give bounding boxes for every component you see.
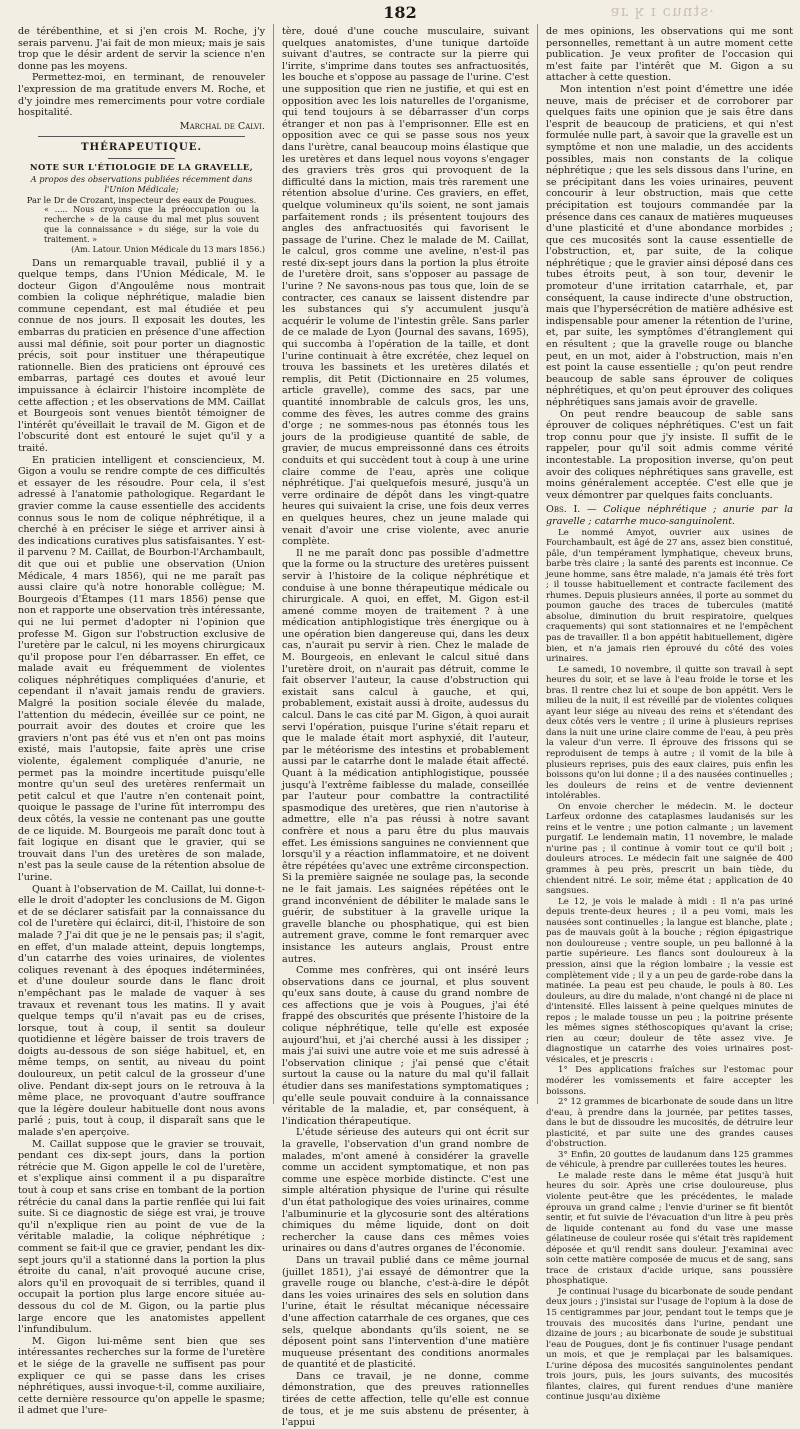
observation-paragraph: Le samedi, 10 novembre, il quitte son travail à sept heures du soir, et se lave à l'eau froide le torse et les bras. Il rentre chez lui et soupe de bon appétit. Vers le milieu de la nuit, il est réveillé par de violentes coliques ayant leur siége au niveau des reins et s'étendant des deux côtés vers le ventre ; il urine à plusieurs reprises dans la nuit une urine claire comme de l'eau, à peu près la valeur d'un verre. Il éprouve des frissons qui se reproduisent de temps à autre ; il vomit de la bile à plusieurs reprises, puis des eaux claires, puis enfin les boissons qu'on lui donne ; il a des nausées continuelles ; les douleurs de reins et de ventre deviennent intolérables.: [546, 664, 793, 802]
column-2: [282, 26, 529, 1429]
paragraph: de térébenthine, et si j'en crois M. Roche, j'y serais parvenu. J'ai fait de mon mieux; mais je sais trop que le désir ardent de servir la science n'en donne pas les moyens.: [18, 26, 265, 72]
observation-paragraph: 2° 12 grammes de bicarbonate de soude dans un litre d'eau, à prendre dans la journée, par petites tasses, dans le but de dissoudre les mucosités, de détruire leur plasticité, et par suite une des grandes causes d'obstruction.: [546, 1097, 793, 1150]
observation-paragraph: 1° Des applications fraîches sur l'estomac pour modérer les vomissements et faire accepter les boissons.: [546, 1065, 793, 1097]
section-title: THÉRAPEUTIQUE.: [80, 141, 203, 154]
bleed-through-text: ·stnuɔ ɪ ʞ ɹɐ: [610, 2, 714, 20]
observation-paragraph: On envoie chercher le médecin. M. le docteur Larfeux ordonne des cataplasmes laudanisés sur les reins et le ventre ; une potion calmante ; un lavement purgatif. Le lendemain matin, 11 novembre, le malade n'urine pas ; il continue à vomir tout ce qu'il boit ; douleurs atroces. Le médecin fait une saignée de 400 grammes à peu près, prescrit un bain tiède, du chiendent nitré. Le soir, même état ; application de 40 sangsues.: [546, 801, 793, 897]
paragraph: Mon intention n'est point d'émettre une idée neuve, mais de préciser et de corroborer par quelques faits une opinion que je sais être dans l'esprit de beaucoup de praticiens, et qui n'est formulée nulle part, à savoir que la gravelle est un symptôme et non une maladie, un des accidents possibles, mais non constants de la colique néphrétique ; que les sels dissous dans l'urine, en se précipitant dans les voies urinaires, peuvent concourir à leur obstruction, mais que cette précipitation est toujours commandée par la présence dans ces canaux de matières muqueuses d'une plasticité et d'une abondance morbides ; que ces mucosités sont la cause essentielle de l'obstruction, et, par suite, de la colique néphrétique ; que le gravier ainsi déposé dans ces tubes étroits peut, à son tour, devenir le promoteur d'une irritation catarrhale, et, par conséquent, la cause indirecte d'une obstruction, mais que l'hypersécrétion de matière adhésive est indispensable pour amener la rétention de l'urine, et, par suite, les symptômes d'étranglement qui en résultent ; que la gravelle rouge ou blanche peut, en un mot, aider à l'obstruction, mais n'en est point la cause essentielle ; qu'on peut rendre beaucoup de sable sans éprouver de coliques néphrétiques, et qu'on peut éprouver des coliques néphrétiques sans jamais avoir de gravelle.: [546, 83, 793, 408]
paragraph: Dans ce travail, je ne donne, comme démonstration, que des preuves rationnelles tirées de cette affection, telle qu'elle est connue de tous, et je me suis abstenu de présenter, à l'appui: [282, 1370, 529, 1429]
article-subtitle: A propos des observations publiées récemment dans l'Union Médicale;: [30, 173, 253, 195]
column-3: [546, 26, 793, 1403]
author-signature: Marchal de Calvi.: [179, 120, 265, 132]
epigraph-source: (Am. Latour. Union Médicale du 13 mars 1856.): [71, 244, 265, 254]
paragraph: de mes opinions, les observations qui me sont personnelles, remettant à un autre moment cette publication. Je veux profiter de l'occasion qui m'est faite par l'intérêt que M. Gigon a su attacher à cette question.: [546, 26, 793, 84]
section-divider: [38, 136, 245, 137]
section-divider: [108, 158, 175, 159]
column-divider: [273, 24, 274, 1104]
observation-number: Obs. I.: [546, 504, 581, 516]
column-1: [18, 26, 265, 1417]
observation-title: Colique néphrétique ; anurie par la gravelle ; catarrhe muco-sanguinolent.: [546, 504, 793, 527]
paragraph: tère, doué d'une couche musculaire, suivant quelques anatomistes, d'une tunique dartoïde suivant d'autres, se contracte sur la pierre qui l'irrite, s'imprime dans toutes ses anfractuosités, les bouche et s'oppose au passage de l'urine. C'est une supposition que rien ne justifie, et qui est en opposition avec les lois naturelles de l'organisme, qui tend toujours à se débarrasser d'un corps étranger et non pas à l'emprisonner. Elle est en opposition avec ce qui se passe sous nos yeux dans l'urètre, canal beaucoup moins élastique que les uretères et dans lequel nous voyons s'engager des graviers très gros qui provoquent de la difficulté dans la miction, mais très rarement une rétention absolue d'urine. Ces graviers, en effet, quelque volumineux qu'ils soient, ne sont jamais parfaitement ronds ; ils présentent toujours des angles des anfractuosités qui favorisent le passage de l'urine. Chez le malade de M. Caillat, le calcul, gros comme une aveline, n'est-il pas resté dix-sept jours dans la portion la plus étroite de l'uretère droit, sans s'opposer au passage de l'urine ? Ne savons-nous pas tous que, loin de se contracter, ces canaux se laissent distendre par les substances qui s'y accumulent jusqu'à acquérir le volume de l'intestin grêle. Sans parler de ce malade de Lyon (Journal des savans, 1695), qui succomba à l'opération de la taille, et dont l'urine continuait à être excrétée, chez lequel on trouva les bassinets et les uretères dilatés et remplis, dit Petit (Dictionnaire en 25 volumes, article gravelle), comme des sacs, par une quantité innombrable de calculs gros, les uns, comme des fèves, les autres comme des grains d'orge ; ne sommes-nous pas étonnés tous les jours de la prodigieuse quantité de sable, de gravier, de mucus empreissonné dans ces étroits conduits et qui succèdent tout à coup à une urine claire comme de l'eau, après une colique néphrétique. J'ai quelquefois mesuré, jusqu'à un verre ordinaire de dépôt dans les vingt-quatre heures qui suivaient la crise, une fois deux verres en quelques heures, chez un jeune malade qui venait d'avoir une crise violente, avec anurie complète.: [282, 26, 529, 548]
epigraph: « ..... Nous croyons que la préoccupation ou la recherche » de la cause du mal met plus souvent que la connaissance » du siége, sur la voie du traitement. »: [44, 205, 259, 244]
observation-heading: Obs. I. — Colique néphrétique ; anurie par la gravelle ; catarrhe muco-sanguinolent.: [546, 504, 793, 527]
paragraph: M. Gigon lui-même sent bien que ses intéressantes recherches sur la forme de l'uretère et le siége de la gravelle ne suffisent pas pour expliquer ce qui se passe dans les crises néphrétiques, aussi invoque-t-il, comme auxiliaire, cette dernière ressource qu'on appelle le spasme; il admet que l'ure-: [18, 1335, 265, 1417]
page-number: 182: [383, 3, 417, 22]
observation-paragraph: Le 12, je vois le malade à midi : Il n'a pas uriné depuis trente-deux heures ; il a peu vomi, mais les nausées sont continuelles ; la langue est blanche, plate ; pas de mauvais goût à la bouche ; région épigastrique non douloureuse ; ventre souple, un peu ballonné à la partie supérieure. Les flancs sont douloureux à la pression, ainsi que la région lombaire ; la vessie est complètement vide ; il y a un peu de garde-robe dans la matinée. La peau est peu chaude, le pouls à 80. Les douleurs, au dire du malade, n'ont changé ni de place ni d'intensité. Elles laissent à peine quelques minutes de repos ; le malade tousse un peu ; la poitrine présente les mêmes signes stéthoscopiques qu'avant la crise; rien au cœur; douleur de tête assez vive. Je diagnostique un catarrhe des voies urinaires post-vésicales, et je prescris :: [546, 896, 793, 1065]
article-author: Par le Dr de Crozant, inspecteur des eaux de Pougues.: [26, 194, 257, 205]
paragraph: Il ne me paraît donc pas possible d'admettre que la forme ou la structure des uretères puissent servir à l'histoire de la colique néphrétique et conduise à une bonne thérapeutique médicale ou chirurgicale. A quoi, en effet, M. Gigon est-il amené comme moyen de traitement ? à une médication antiphlogistique très énergique ou à une opération bien dangereuse qui, dans les deux cas, n'aurait pu servir à rien. Chez le malade de M. Bourgeois, en enlevant le calcul situé dans l'uretère droit, on n'aurait pas détruit, comme le fait observer l'auteur, la cause d'obstruction qui existait sans calcul à gauche, et qui, probablement, existait aussi à droite, audessus du calcul. Dans le cas cité par M. Gigon, à quoi aurait servi l'opération, puisque l'urine s'était reparu et que le malade était mort asphyxié, dit l'auteur, par le météorisme des intestins et probablement aussi par le catarrhe dont le malade était affecté. Quant à la médication antiphlogistique, poussée jusqu'à l'extrême faiblesse du malade, conseillée par l'auteur pour combattre la contractilité spasmodique des uretères, que rien n'autorise à admettre, elle n'a pas réussi à notre savant confrère et nous a paru être du plus mauvais effet. Les émissions sanguines ne conviennent que lorsqu'il y a réaction inflammatoire, et ne doivent être répétées qu'avec une extrême circonspection. Si la première saignée ne soulage pas, la seconde ne le fait jamais. Les saignées répétées ont le grand inconvénient de débiliter le malade sans le guérir, de substituer à la gravelle urique la gravelle blanche ou phosphatique, qui est bien autrement grave, comme le font remarquer avec insistance les auteurs anglais, Proust entre autres.: [282, 547, 529, 965]
paragraph: Dans un travail publié dans ce même journal (juillet 1851), j'ai essayé de démontrer que la gravelle rouge ou blanche, c'est-à-dire le dépôt dans les voies urinaires des sels en solution dans l'urine, était le résultat mécanique nécessaire d'une affection catarrhale de ces organes, que ces sels, quelque abondants qu'ils soient, ne se déposent point sans l'intervention d'une matière muqueuse présentant des conditions anormales de quantité et de plasticité.: [282, 1254, 529, 1371]
paragraph: L'étude sérieuse des auteurs qui ont écrit sur la gravelle, l'observation d'un grand nombre de malades, m'ont amené à considérer la gravelle comme un accident symptomatique, et non pas comme une espèce morbide distincte. C'est une simple altération physique de l'urine qui résulte d'un état pathologique des voies urinaires, comme l'albuminurie et la glycosurie sont des altérations chimiques du même liquide, dont on doit rechercher la cause dans ces mêmes voies urinaires ou dans d'autres organes de l'économie.: [282, 1127, 529, 1255]
paragraph: En praticien intelligent et consciencieux, M. Gigon a voulu se rendre compte de ces difficultés et essayer de les résoudre. Pour cela, il s'est adressé à l'anatomie pathologique. Regardant le gravier comme la cause essentielle des accidents connus sous le nom de colique néphrétique, il a cherché à en préciser le siége et arriver ainsi à des indications curatives plus satisfaisantes. Y est-il parvenu ? M. Caillat, de Bourbon-l'Archambault, dit que oui et publie une observation (Union Médicale, 4 mars 1856), qui ne me paraît pas aussi claire qu'à notre honorable collègue; M. Bourgeois d'Étampes (11 mars 1856) pense que non et rapporte une observation très intéressante, qui ne lui permet d'adopter ni l'opinion que professe M. Gigon sur l'obstruction exclusive de l'uretère par le calcul, ni les moyens chirurgicaux qu'il propose pour l'en débarrasser. En effet, ce malade avait eu fréquemment de violentes coliques néphrétiques compliquées d'anurie, et cependant il n'avait jamais rendu de graviers. Malgré la position sociale élevée du malade, l'attention du médecin, éveillée sur ce point, ne pourrait avoir des doutes et croire que les graviers n'ont pas été vus et n'en ont pas moins existé, mais l'autopsie, faite après une crise violente, également compliquée d'anurie, ne permet pas la moindre incertitude puisqu'elle montre qu'un seul des uretères renfermait un petit calcul et que l'autre n'en contenait point, quoique le passage de l'urine fût interrompu des deux côtés, la vessie ne contenant pas une goutte de ce liquide. M. Bourgeois me paraît donc tout à fait logique en disant que le gravier, qui se trouvait dans l'un des uretères de son malade, n'est pas la seule cause de la rétention absolue de l'urine.: [18, 454, 265, 883]
observation-body: [546, 528, 793, 1403]
paragraph: Permettez-moi, en terminant, de renouveler l'expression de ma gratitude envers M. Roche, et d'y joindre mes remerciments pour votre cordiale hospitalité.: [18, 72, 265, 119]
paragraph: M. Caillat suppose que le gravier se trouvait, pendant ces dix-sept jours, dans la portion rétrécie que M. Gigon appelle le col de l'uretère, et s'explique ainsi comment il a pu disparaître tout à coup et sans crise en tombant de la portion rétrécie du canal dans la partie renflée qui lui fait suite. Si ce diagnostic de siége est vrai, je trouve qu'il n'explique rien au point de vue de la véritable maladie, la colique néphrétique ; comment se fait-il que ce gravier, pendant les dix-sept jours qu'il a stationné dans la portion la plus étroite du canal, n'ait provoqué aucune crise, alors qu'il en provoquait de si terribles, quand il occupait la portion plus large encore située au-dessous du col de M. Gigon, ou la partie plus large encore que les anatomistes appellent l'infundibulum.: [18, 1138, 265, 1336]
observation-paragraph: Le nommé Amyot, ouvrier aux usines de Fourchambault, est âgé de 27 ans, assez bien constitué, pâle, d'un tempérament lymphatique, cheveux bruns, barbe très claire ; la santé des parents est inconnue. Ce jeune homme, sans être malade, n'a jamais été très fort ; il tousse habituellement et contracte facilement des rhumes. Depuis plusieurs années, il porte au sommet du poumon gauche des traces de tubercules (matité absolue, diminution du bruit respiratoire, quelques craquements) qui sont stationnaires et ne l'empêchent pas de travailler. Il a bon appétit habituellement, digère bien, et n'a jamais rien éprouvé du côté des voies urinaires.: [546, 527, 793, 665]
observation-paragraph: Je continuai l'usage du bicarbonate de soude pendant deux jours ; j'insistai sur l'usage de l'opium à la dose de 15 centigrammes par jour, pendant tout le temps que je trouvais des mucosités dans l'urine, pendant une dizaine de jours ; au bicarbonate de soude je substituai l'eau de Pougues, dont je fis continuer l'usage pendant un mois, et que je remplaçai par les balsamiques. L'urine déposa des mucosités sanguinolentes pendant trois jours, puis, les jours suivants, des mucosités filantes, claires, qui furent rendues d'une manière continue jusqu'au dixième: [546, 1286, 793, 1403]
observation-paragraph: 3° Enfin, 20 gouttes de laudanum dans 125 grammes de véhicule, à prendre par cuillerées toutes les heures.: [546, 1149, 793, 1171]
observation-paragraph: Le malade reste dans le même état jusqu'à huit heures du soir. Après une crise douloureuse, plus violente peut-être que les précédentes, le malade éprouva un grand calme ; l'envie d'uriner se fit bientôt sentir, et fut suivie de l'évacuation d'un litre à peu près de liquide contenant au fond du vase une masse gélatineuse de couleur rosée qui s'était très rapidement déposée et qu'il rendit sans douleur. J'examinai avec soin cette matière composée de mucus et de sang, sans trace de cristaux d'acide urique, sans poussière phosphatique.: [546, 1170, 793, 1287]
paragraph: Comme mes confrères, qui ont inséré leurs observations dans ce journal, et plus souvent qu'eux sans doute, à cause du grand nombre de ces affections que je vois à Pougues, j'ai été frappé des obscurités que présente l'histoire de la colique néphrétique, telle qu'elle est exposée aujourd'hui, et j'ai cherché aussi à les dissiper ; mais j'ai suivi une autre voie et me suis adressé à l'observation clinique ; j'ai pensé que c'était surtout la cause ou la nature du mal qu'il fallait étudier dans ses manifestations symptomatiques ; qu'elle seule pouvait conduire à la connaissance véritable de la maladie, et, par conséquent, à l'indication thérapeutique.: [282, 965, 529, 1127]
paragraph: Quant à l'observation de M. Caillat, lui donne-t-elle le droit d'adopter les conclusions de M. Gigon et de se déclarer satisfait par la connaissance du col de l'uretère qui éclairci, dit-il, l'histoire de son malade ? J'ai dit que je ne le pensais pas; il s'agit, en effet, d'un malade atteint, depuis longtemps, d'un catarrhe des voies urinaires, de violentes coliques revenant à des époques indéterminées, et d'une douleur sourde dans le flanc droit n'empêchant pas le malade de vaquer à ses travaux et revenant tous les matins. Il y avait quelque temps qu'il n'avait pas eu de crises, lorsque, tout à coup, il sentit sa douleur quotidienne et légère baisser de trois travers de doigts au-dessous de son siége habituel, et, en même temps, on sentit, au niveau du point douloureux, un petit calcul de la grosseur d'une olive. Pendant dix-sept jours on le retrouva à la même place, ne provoquant d'autre souffrance que la légère douleur habituelle dont nous avons parlé ; puis, tout à coup, il disparaît sans que le malade s'en aperçoive.: [18, 883, 265, 1139]
paragraph: On peut rendre beaucoup de sable sans éprouver de coliques néphrétiques. C'est un fait trop connu pour que j'y insiste. Il suffit de le rappeler, pour qu'il soit admis comme vérité incontestable. La proposition inverse, qu'on peut avoir des coliques néphrétiques sans gravelle, est moins généralement acceptée. C'est elle que je veux démontrer par quelques faits concluants.: [546, 408, 793, 501]
column-divider: [537, 24, 538, 1104]
article-title: NOTE SUR L'ÉTIOLOGIE DE LA GRAVELLE,: [29, 161, 254, 172]
paragraph: Dans un remarquable travail, publié il y a quelque temps, dans l'Union Médicale, M. le docteur Gigon d'Angoulême nous montrait combien la colique néphrétique, maladie bien commune cependant, est mal étudiée et peu connue de nos jours. Il exposait les doutes, les embarras du praticien en présence d'une affection aussi mal définie, soit pour porter un diagnostic précis, soit pour instituer une thérapeutique rationnelle. Bien des praticiens ont éprouvé ces embarras, partagé ces doutes et avoué leur impuissance à éclaircir l'histoire incomplète de cette affection ; et les observations de MM. Caillat et Bourgeois sont venues bientôt témoigner de l'intérêt qu'éveillait le travail de M. Gigon et de l'obscurité dont est entouré le sujet qu'il y a traité.: [18, 257, 265, 454]
